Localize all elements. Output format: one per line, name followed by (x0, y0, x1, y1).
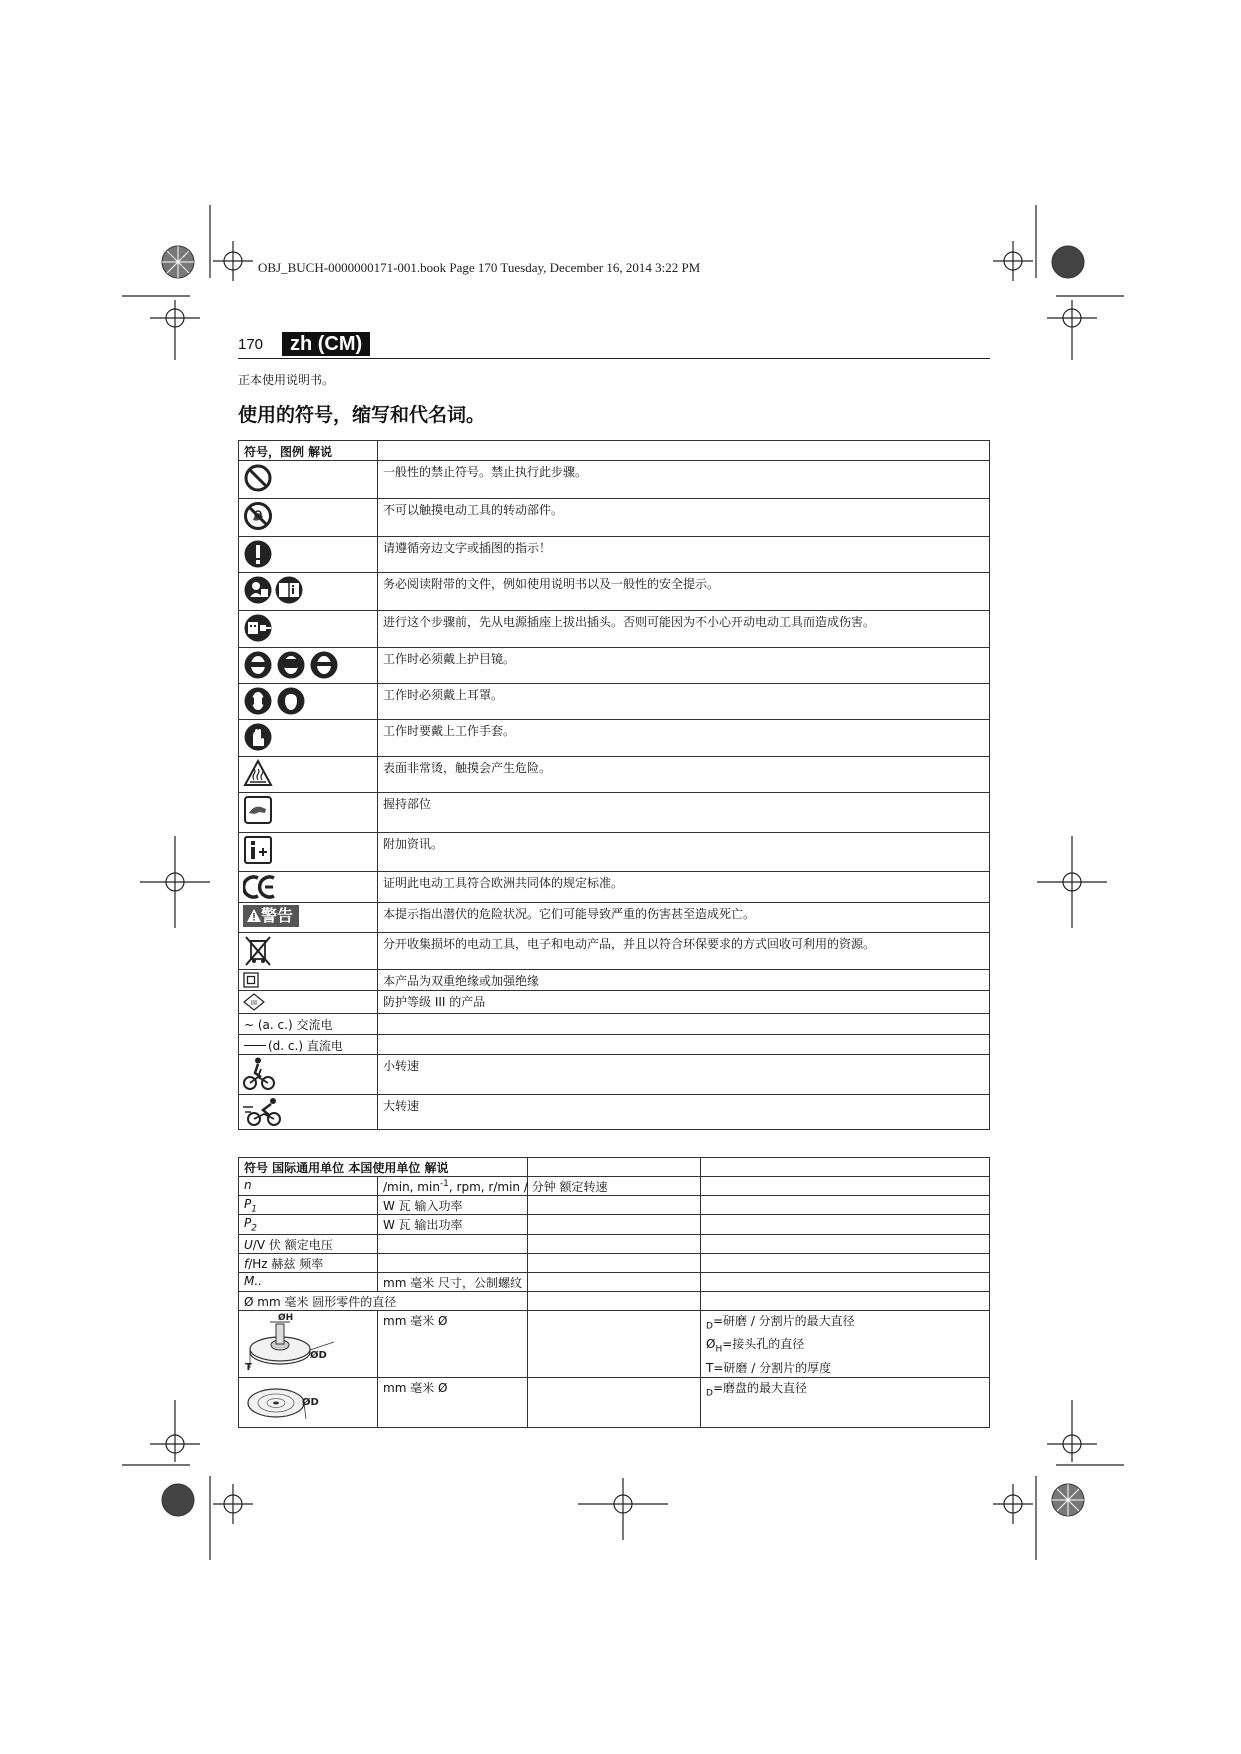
intro-text: 正本使用说明书。 (238, 373, 335, 387)
table-row: M.. mm 毫米 尺寸，公制螺纹 (239, 1272, 990, 1291)
units-table-header: 符号 国际通用单位 本国使用单位 解说 (244, 1161, 449, 1175)
units-table-header-row (239, 1158, 990, 1177)
double-insulation-icon (243, 972, 259, 988)
units-table (238, 1157, 990, 1428)
table-row: 务必阅读附带的文件，例如使用说明书以及一般性的安全提示。 (239, 573, 990, 611)
table-row (239, 1014, 990, 1035)
protection-class-iii-icon (243, 993, 265, 1011)
symbol-table (238, 440, 990, 1130)
table-row: $P_2$ W 瓦 输出功率 (239, 1215, 990, 1234)
table-row: n /min, $\min^{-1}$, rpm, r/min / 分钟 额定转速 (239, 1177, 990, 1196)
gloves-icon (243, 722, 273, 752)
svg-text:ØD: ØD (310, 1349, 327, 1361)
table-row: 不可以触摸电动工具的转动部件。 (239, 499, 990, 537)
hot-surface-icon (243, 759, 273, 787)
table-row: III 防护等级 III 的产品 (239, 991, 990, 1014)
table-row: Ø mm 毫米 圆形零件的直径 (239, 1291, 990, 1310)
svg-text:ØD: ØD (302, 1396, 319, 1408)
page-number: 170 (238, 336, 264, 353)
no-touch-rotating-icon (243, 501, 273, 531)
table-row: 表面非常烫，触摸会产生危险。 (239, 757, 990, 793)
table-row: 分开收集损坏的电动工具，电子和电动产品，并且以符合环保要求的方式回收可利用的资源。 (239, 933, 990, 970)
ear-protection-icon (243, 686, 307, 716)
table-row: 进行这个步骤前，先从电源插座上拔出插头。否则可能因为不小心开动电动工具而造成伤害。 (239, 611, 990, 648)
svg-text:T: T (245, 1361, 252, 1372)
ac-label: ~ (a. c.) 交流电 (244, 1018, 333, 1032)
table-row: 警告 本提示指出潜伏的危险状况。它们可能导致严重的伤害甚至造成死亡。 (239, 903, 990, 933)
svg-text:ØH: ØH (278, 1312, 294, 1323)
unplug-icon (243, 613, 273, 643)
low-speed-bicycle-icon (243, 1057, 275, 1091)
table-row: ØH ØD T mm 毫米 Ø $_D$=研磨 / 分割片的最大直径 $Ø_H=$接头孔的直径 T=研磨 / 分割片的厚度 (239, 1310, 990, 1377)
grip-area-icon (243, 795, 273, 825)
table-row: 握持部位 (239, 793, 990, 833)
prohibition-icon (243, 463, 273, 493)
grinding-disc-diagram (244, 1312, 340, 1372)
warning-label-icon: 警告 (243, 905, 299, 927)
table-row: 工作时要戴上工作手套。 (239, 720, 990, 757)
printer-slug-line: OBJ_BUCH-0000000171-001.book Page 170 Tuesday, December 16, 2014 3:22 PM (258, 260, 701, 275)
dc-label: (d. c.) 直流电 (268, 1039, 343, 1053)
table-row: 一般性的禁止符号。禁止执行此步骤。 (239, 461, 990, 499)
dc-symbol-icon (244, 1045, 266, 1052)
page-header (238, 332, 990, 359)
info-icon (243, 835, 273, 865)
table-row (239, 1035, 990, 1055)
table-row: 证明此电动工具符合欧洲共同体的规定标准。 (239, 872, 990, 903)
sanding-pad-diagram (244, 1379, 324, 1423)
table-row: $P_1$ W 瓦 输入功率 (239, 1196, 990, 1215)
table-row: 工作时必须戴上耳罩。 (239, 684, 990, 720)
table-row: 小转速 (239, 1055, 990, 1095)
table-row: 大转速 (239, 1095, 990, 1130)
weee-bin-icon (243, 935, 273, 967)
symbol-table-header: 符号，图例 解说 (239, 441, 378, 461)
table-row: 附加资讯。 (239, 833, 990, 872)
table-row: 请遵循旁边文字或插图的指示！ (239, 537, 990, 573)
table-row: U/V 伏 额定电压 (239, 1234, 990, 1253)
table-row: f/Hz 赫兹 频率 (239, 1253, 990, 1272)
language-badge: zh (CM) (282, 332, 370, 356)
high-speed-bicycle-icon (243, 1097, 285, 1127)
exclamation-icon (243, 539, 273, 569)
symbol-table-header-row (239, 441, 990, 461)
svg-text:III: III (250, 999, 258, 1007)
table-row: ØD mm 毫米 Ø $_D$=磨盘的最大直径 (239, 1377, 990, 1427)
table-row: 工作时必须戴上护目镜。 (239, 648, 990, 684)
read-manual-icon (243, 575, 305, 605)
table-row: 本产品为双重绝缘或加强绝缘 (239, 970, 990, 991)
section-title: 使用的符号，缩写和代名词。 (238, 404, 486, 426)
eye-protection-icon (243, 650, 343, 680)
ce-mark-icon (243, 874, 279, 900)
